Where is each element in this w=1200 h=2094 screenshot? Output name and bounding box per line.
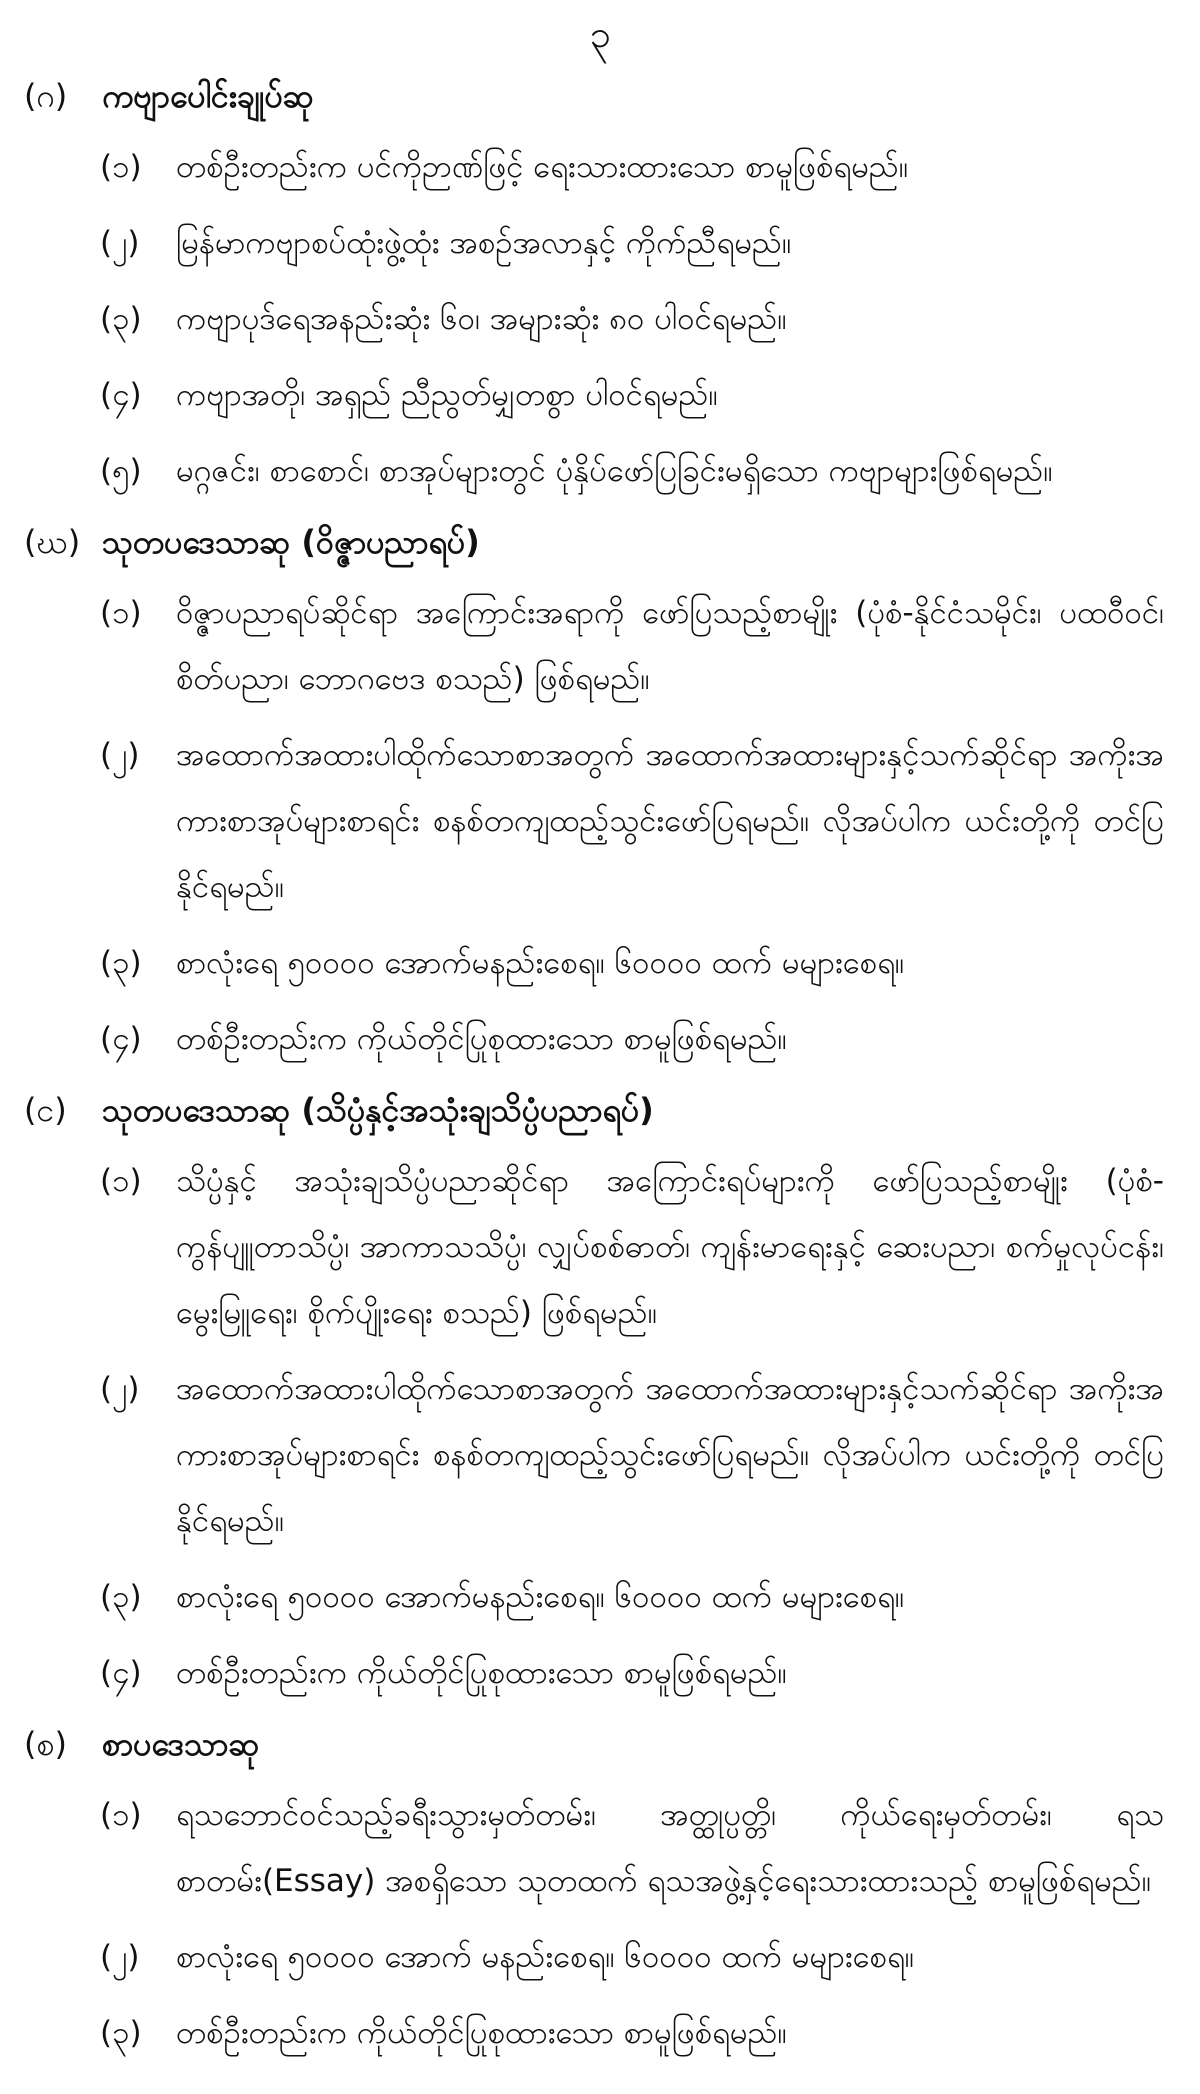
item-text: မဂ္ဂဇင်း၊ စာစောင်၊ စာအုပ်များတွင် ပုံနှိပ်ဖော်ပြခြင်းမရှိသော ကဗျာများဖြစ်ရမည်။ — [176, 453, 1053, 489]
item-number: (၄) — [100, 1655, 142, 1691]
item-text: အထောက်အထားပါထိုက်သောစာအတွက် အထောက်အထားများနှင့်သက်ဆိုင်ရာ အကိုးအကားစာအုပ်များစာရင်း စနစ်တကျထည့်သွင်းဖော်ပြရမည်။ လိုအပ်ပါက ယင်းတို့ကို တင်ပြနိုင်ရမည်။ — [176, 1371, 1164, 1539]
section-title: သုတပဒေသာဆု (သိပ္ပံနှင့်အသုံးချသိပ္ပံပညာရပ်) — [102, 1091, 654, 1129]
list-item — [0, 1356, 1200, 1554]
section-number: (ဃ) — [24, 523, 81, 561]
section-nonfiction-arts — [0, 514, 1200, 1072]
list-item — [0, 2000, 1200, 2066]
item-number: (၄) — [100, 1021, 142, 1057]
item-text: စာလုံးရေ ၅၀၀၀၀ အောက် မနည်းစေရ။ ၆၀၀၀၀ ထက် မများစေရ။ — [176, 1939, 915, 1975]
item-text: ရသဘောင်ဝင်သည့်ခရီးသွားမှတ်တမ်း၊ အတ္ထုပ္ပတ္တိ၊ ကိုယ်ရေးမှတ်တမ်း၊ ရသစာတမ်း(Essay) အစရှိသော သုတထက် ရသအဖွဲ့နှင့်ရေးသားထားသည့် စာမူဖြစ်ရမည်။ — [176, 1797, 1164, 1899]
section-literary-prose — [0, 1716, 1200, 2066]
item-number: (၁) — [100, 595, 142, 631]
item-number: (၁) — [100, 1797, 142, 1833]
item-number: (၃) — [100, 2015, 142, 2051]
list-item — [0, 362, 1200, 428]
list-item — [0, 722, 1200, 920]
list-item — [0, 1148, 1200, 1346]
item-text: သိပ္ပံနှင့် အသုံးချသိပ္ပံပညာဆိုင်ရာ အကြောင်းရပ်များကို ဖော်ပြသည့်စာမျိုး (ပုံစံ- ကွန်ပျူတာသိပ္ပံ၊ အာကာသသိပ္ပံ၊ လျှပ်စစ်ဓာတ်၊ ကျန်းမာရေးနှင့် ဆေးပညာ၊ စက်မှုလုပ်ငန်း၊ မွေးမြူရေး၊ စိုက်ပျိုးရေး စသည်) ဖြစ်ရမည်။ — [176, 1163, 1164, 1331]
list-item — [0, 580, 1200, 712]
page-number: ၃ — [589, 12, 611, 56]
item-number: (၂) — [100, 1939, 140, 1975]
item-number: (၃) — [100, 945, 142, 981]
item-text: တစ်ဦးတည်းက ပင်ကိုဉာဏ်ဖြင့် ရေးသားထားသော စာမူဖြစ်ရမည်။ — [176, 149, 909, 185]
item-text: တစ်ဦးတည်းက ကိုယ်တိုင်ပြုစုထားသော စာမူဖြစ်ရမည်။ — [176, 2015, 787, 2051]
item-text: စာလုံးရေ ၅၀၀၀၀ အောက်မနည်းစေရ။ ၆၀၀၀၀ ထက် မများစေရ။ — [176, 945, 905, 981]
item-text: မြန်မာကဗျာစပ်ထုံးဖွဲ့ထုံး အစဉ်အလာနှင့် ကိုက်ညီရမည်။ — [176, 225, 792, 261]
document-body — [0, 60, 1200, 2076]
list-item — [0, 1006, 1200, 1072]
item-number: (၃) — [100, 301, 142, 337]
section-heading — [0, 514, 1200, 570]
section-nonfiction-science — [0, 1082, 1200, 1706]
list-item — [0, 438, 1200, 504]
item-text: တစ်ဦးတည်းက ကိုယ်တိုင်ပြုစုထားသော စာမူဖြစ်ရမည်။ — [176, 1021, 787, 1057]
item-text: တစ်ဦးတည်းက ကိုယ်တိုင်ပြုစုထားသော စာမူဖြစ်ရမည်။ — [176, 1655, 787, 1691]
section-heading — [0, 68, 1200, 124]
item-number: (၅) — [100, 453, 142, 489]
item-number: (၂) — [100, 737, 140, 773]
list-item — [0, 210, 1200, 276]
item-number: (၁) — [100, 1163, 142, 1199]
item-number: (၄) — [100, 377, 142, 413]
section-number: (စ) — [24, 1725, 67, 1763]
section-number: (ဂ) — [24, 77, 68, 115]
list-item — [0, 1924, 1200, 1990]
item-number: (၃) — [100, 1579, 142, 1615]
section-poetry-collection — [0, 68, 1200, 504]
section-heading — [0, 1082, 1200, 1138]
section-title: သုတပဒေသာဆု (ဝိဇ္ဇာပညာရပ်) — [102, 523, 480, 561]
list-item — [0, 1782, 1200, 1914]
item-text: ဝိဇ္ဇာပညာရပ်ဆိုင်ရာ အကြောင်းအရာကို ဖော်ပြသည့်စာမျိုး (ပုံစံ-နိုင်ငံသမိုင်း၊ ပထဝီဝင်၊ စိတ်ပညာ၊ ဘောဂဗေဒ စသည်) ဖြစ်ရမည်။ — [176, 595, 1164, 697]
item-text: ကဗျာအတို၊ အရှည် ညီညွတ်မျှတစွာ ပါဝင်ရမည်။ — [176, 377, 718, 413]
item-text: အထောက်အထားပါထိုက်သောစာအတွက် အထောက်အထားများနှင့်သက်ဆိုင်ရာ အကိုးအကားစာအုပ်များစာရင်း စနစ်တကျထည့်သွင်းဖော်ပြရမည်။ လိုအပ်ပါက ယင်းတို့ကို တင်ပြနိုင်ရမည်။ — [176, 737, 1164, 905]
item-text: စာလုံးရေ ၅၀၀၀၀ အောက်မနည်းစေရ။ ၆၀၀၀၀ ထက် မများစေရ။ — [176, 1579, 905, 1615]
item-text: ကဗျာပုဒ်ရေအနည်းဆုံး ၆၀၊ အများဆုံး ၈၀ ပါဝင်ရမည်။ — [176, 301, 787, 337]
section-title: ကဗျာပေါင်းချုပ်ဆု — [102, 77, 314, 115]
section-title: စာပဒေသာဆု — [102, 1725, 260, 1763]
list-item — [0, 286, 1200, 352]
list-item — [0, 1564, 1200, 1630]
item-number: (၂) — [100, 1371, 140, 1407]
section-heading — [0, 1716, 1200, 1772]
item-number: (၁) — [100, 149, 142, 185]
section-number: (င) — [24, 1091, 67, 1129]
list-item — [0, 134, 1200, 200]
list-item — [0, 1640, 1200, 1706]
list-item — [0, 930, 1200, 996]
item-number: (၂) — [100, 225, 140, 261]
